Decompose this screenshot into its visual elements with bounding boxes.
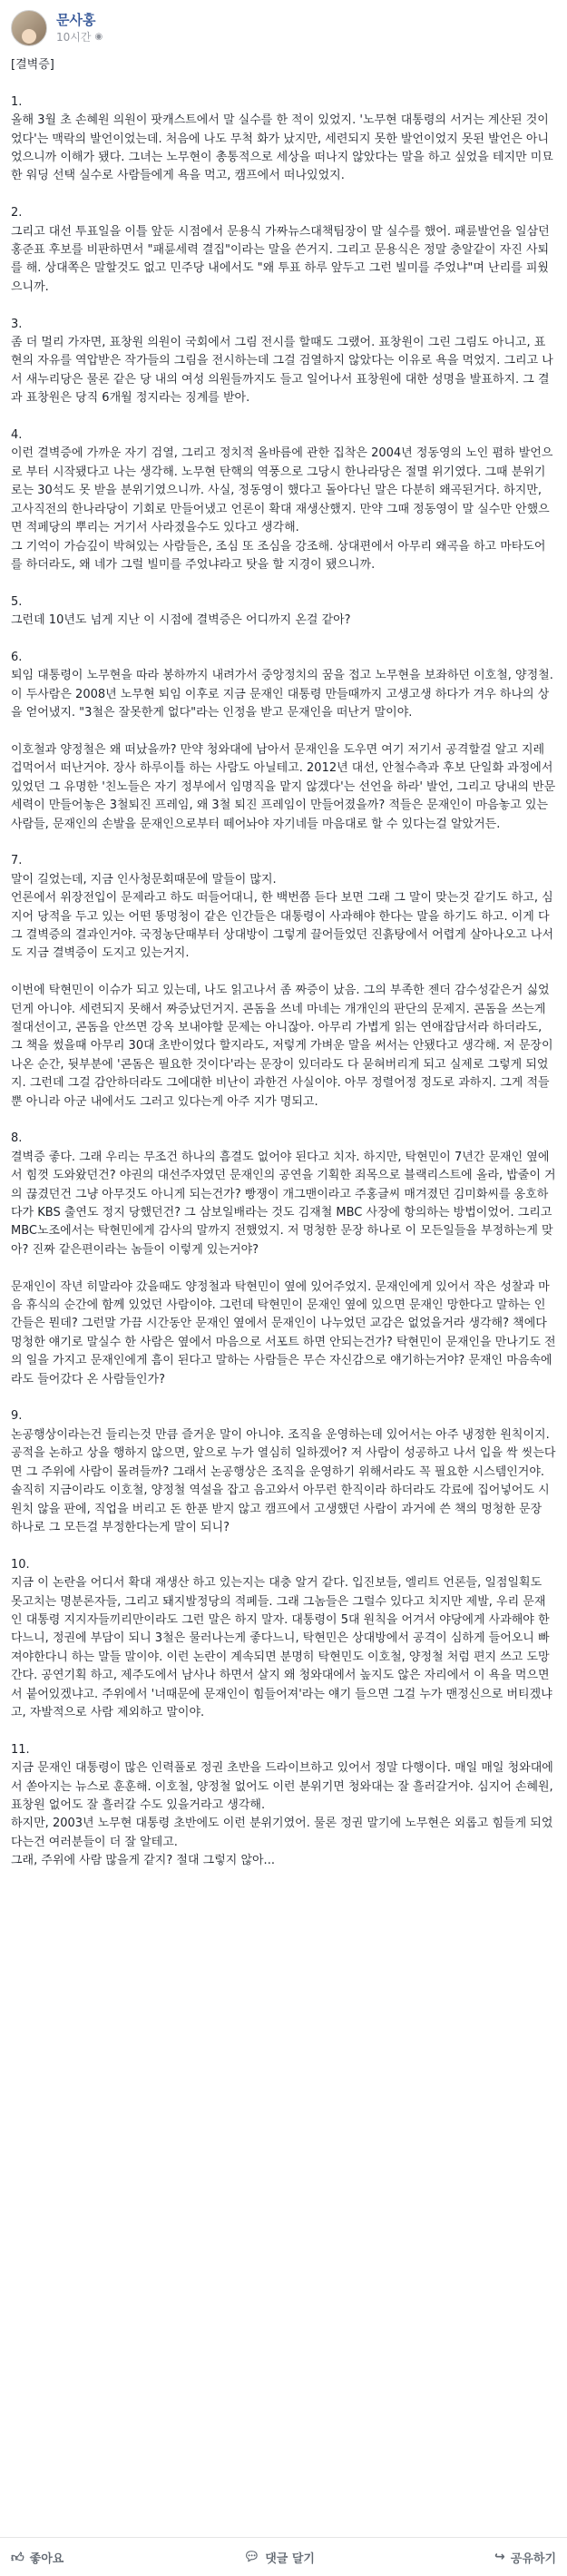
- paragraph-gap: [11, 1389, 556, 1407]
- post-paragraph: 3. 좀 더 멀리 가자면, 표창원 의원이 국회에서 그림 전시를 할때도 그랬어. 표창원이 그린 그림도 아니고, 표현의 자유를 역압받은 작가들의 그림을 전시하는데 그걸 검열하지 않았다는 이유로 욕을 먹었지. 그리고 나서 새누리당은 물론 같은 당 내의 여성 의원들까지도 들고 일어나서 표창원에 대한 성명을 발표하지. 그 결과 표창원은 당직 6개월 정지라는 징계를 받아.: [11, 317, 553, 406]
- post-actions-bar: [0, 2537, 567, 2576]
- post-paragraph: 이호철과 양정철은 왜 떠났을까? 만약 청와대에 남아서 문재인을 도우면 여기 저기서 공격할걸 알고 지레 겁먹어서 떠난거야. 장사 하루이틀 하는 사람도 아닐테고. 2012년 대선, 안철수측과 후보 단일화 과정에서 있었던 그 유명한 '친노들은 자기 정부에서 임명직을 맡지 않겠다'는 선언을 하라' 발언, 그리고 당내의 반문 세력이 만들어놓은 3철퇴진 프레임, 왜 3철 퇴진 프레임이 만들어졌을까? 적들은 문재인이 마음놓고 있는 사람들, 문재인의 손발을 문재인으로부터 떼어놔야 자기네들 마음대로 할 수 있다는걸 알았거든.: [11, 742, 560, 831]
- post-paragraph: 11. 지금 문재인 대통령이 많은 인력풀로 정권 초반을 드라이브하고 있어서 정말 다행이다. 매일 매일 청와대에서 쏟아지는 뉴스로 훈훈해. 이호철, 양정철 없어도 이런 분위기면 청와대는 잘 흘러갈거야. 심지어 손혜원, 표창원 없어도 잘 흘러갈 수도 있을거라고 생각해. 하지만, 2003년 노무현 대통령 초반에도 이런 분위기였어. 물론 정권 말기에 노무현은 외롭고 힘들게 되었다는건 여러분들이 더 잘 알테고. 그래, 주위에 사람 많을게 같지? 절대 그렇지 않아...: [11, 1742, 553, 1868]
- post-time[interactable]: 10시간: [56, 31, 92, 44]
- post-paragraph: 2. 그리고 대선 투표일을 이틀 앞둔 시점에서 문용식 가짜뉴스대책팀장이 말 실수를 했어. 패륜발언을 일삼던 홍준표 후보를 비판하면서 "패륜세력 결집"이라는 말을 쓴거지. 그리고 문용식은 정말 충알같이 자진 사퇴를 해. 상대쪽은 말할것도 없고 민주당 내에서도 "왜 투표 하루 앞두고 그런 빌미를 주었냐"며 난리를 피웠으니까.: [11, 206, 550, 294]
- post-paragraph: 6. 퇴임 대통령이 노무현을 따라 봉하까지 내려가서 중앙정치의 꿈을 접고 노무현을 보좌하던 이호철, 양정철. 이 두사람은 2008년 노무현 퇴임 이후로 지금 문재인 대통령 만들때까지 고생고생 하다가 겨우 하나의 상을 얻어냈지. "3철은 잘못한게 없다"라는 인정을 받고 문재인을 떠난거 말이야.: [11, 650, 553, 720]
- post-paragraph: 1. 올해 3월 초 손혜원 의원이 팟캐스트에서 말 실수를 한 적이 있었지. '노무현 대통령의 서거는 계산된 것이었다'는 맥락의 발언이었는데. 처음에 나도 무척 화가 났지만, 세련되지 못한 발언이었지 못된 발언은 아니었으니까 이해가 됐다. 그녀는 노무현이 총통적으로 세상을 떠나지 않았다는 말을 하고 싶었을 테지만 미묘한 워딩 선택 실수로 사람들에게 욕을 먹고, 캠프에서 떠나있었지.: [11, 94, 553, 183]
- paragraph-gap: [11, 1259, 556, 1278]
- paragraph-gap: [11, 1537, 556, 1555]
- post-paragraph: 7. 말이 길었는데, 지금 인사청문회때문에 말들이 많지. 언론에서 위장전입이 문제라고 하도 떠들어대니, 한 백번쯤 듣다 보면 그래 그 말이 맞는것 같기도 하고, 심지어 당적을 두고 있는 어떤 똥멍청이 같은 인간들은 대통령이 사과해야 한다는 말을 하기도 하고. 이게 다 그 결벽증의 결과인거야. 국정농단때부터 상대방이 그렇게 끌어들었던 진흙탕에서 어렵게 살아나오고 나서도 지금 결벽증이 도지고 있는거지.: [11, 854, 554, 961]
- like-button[interactable]: [11, 2549, 64, 2566]
- paragraph-gap: [11, 297, 556, 315]
- comment-icon: 💬︎: [243, 2550, 260, 2564]
- post-meta: [56, 12, 103, 44]
- paragraph-gap: [11, 964, 556, 982]
- paragraph-gap: [11, 723, 556, 741]
- paragraph-gap: [11, 186, 556, 204]
- post-paragraph: 9. 논공행상이라는건 들리는것 만큼 즐거운 말이 아니야. 조직을 운영하는데 있어서는 아주 냉정한 원칙이지. 공적을 논하고 상을 행하지 않으면, 앞으로 누가 열심히 일하겠어? 저 사람이 성공하고 나서 입을 싹 씻는다면 그 주위에 사람이 몰려들까? 그래서 논공행상은 조직을 운영하기 위해서라도 꼭 필요한 시스템인거야. 솔직히 지금이라도 이호철, 양정철 역설을 잡고 음고와서 아무런 한직이라 하더라도 각료에 집어넣어도 시원치 않을 판에, 직업을 버리고 돈 한푼 받지 않고 캠프에서 고생했던 사람이 과거에 쓴 책의 멍청한 문장 하나로 그 모든걸 부정한다는게 말이 되니?: [11, 1409, 556, 1534]
- post-body: [0, 53, 567, 1871]
- post-paragraph: [결벽증]: [11, 58, 54, 72]
- post-paragraph: 5. 그런데 10년도 넘게 지난 이 시점에 결벽증은 어디까지 온걸 같아?: [11, 594, 351, 628]
- timestamp-row: [56, 30, 103, 44]
- paragraph-gap: [11, 408, 556, 426]
- comment-label: 댓글 달기: [265, 2552, 315, 2566]
- post-paragraph: 4. 이런 결벽증에 가까운 자기 검열, 그리고 정치적 올바름에 관한 집착은 2004년 정동영의 노인 폄하 발언으로 부터 시작됐다고 나는 생각해. 노무현 탄핵의 역풍으로 그당시 한나라당은 절멸 위기였다. 그때 분위기로는 30석도 못 받을 분위기였으니까. 사실, 정동영이 했다고 돌아다닌 말은 다분히 왜곡된거다. 하지만, 고사직전의 한나라당이 기회로 만들어냈고 언론이 확대 재생산했지. 만약 그때 정동영이 말 실수만 안했으면 적페당의 뿌리는 거기서 사라졌을수도 있다고 생각해. 그 기억이 가슴깊이 박혀있는 사람들은, 조심 또 조심을 강조해. 상대편에서 아무리 왜곡을 하고 마타도어를 하더라도, 왜 네가 그럴 빌미를 주었냐라고 탓을 할 지경이 됐으니까.: [11, 428, 553, 572]
- share-button[interactable]: [494, 2549, 556, 2566]
- paragraph-gap: [11, 1112, 556, 1130]
- post-header: [0, 0, 567, 53]
- paragraph-gap: [11, 574, 556, 593]
- paragraph-gap: [11, 834, 556, 852]
- post-paragraph: 8. 결벽증 좋다. 그래 우리는 무조건 하나의 흠결도 없어야 된다고 치자. 하지만, 탁현민이 7년간 문재인 옆에서 힘껏 도와왔던건? 야권의 대선주자였던 문재인의 공연을 기획한 죄목으로 블랙리스트에 올라, 밥줄이 거의 끊겼던건 그냥 아무것도 아니게 되는건가? 빵쟁이 개그맨이라고 주홍글씨 매겨졌던 김미화씨를 옹호하다가 KBS 출연도 정지 당했던건? 그 삼보일배라는 것도 김재철 MBC 사장에 항의하는 방법이었어. 그리고 MBC노조에서는 탁현민에게 감사의 말까지 전했었지. 저 멍청한 문장 하나로 이 모든일들을 부정하는게 맞아? 진짜 같은편이라는 놈들이 이렇게 있는거야?: [11, 1131, 556, 1257]
- post-paragraph: 10. 지금 이 논란을 어디서 확대 재생산 하고 있는지는 대충 알거 같다. 입진보들, 엘리트 언론들, 일점일획도 못고치는 명분론자들, 그리고 돼지발정당의 적폐들. 그래 그놈들은 그럴수 있다고 치지만 제발, 우리 문재인 대통령 지지자들끼리만이라도 그런 말은 하지 말자. 대통령이 5대 원칙을 어겨서 야당에게 사과해야 한다느니, 정권에 부담이 되니 3철은 물러나는게 좋다느니, 탁현민은 상대방에서 공격이 심하게 들어오니 빠져야한다니 하는 말들 말이야. 이런 논란이 계속되면 분명히 탁현민도 이호철, 양정철 처럼 편지 쓰고 도망간다. 공연기획 하고, 제주도에서 남사나 하면서 살지 왜 청와대에서 높지도 않은 자리에서 이 욕을 먹으면서 붙어있겠냐고. 주위에서 '너때문에 문재인이 힘들어져'라는 얘기 들으면 그걸 누가 맨정신으로 버티겠냐고, 자발적으로 사람 제외하고 말이야.: [11, 1557, 552, 1719]
- author-name[interactable]: 문사홍: [56, 12, 96, 28]
- post-paragraph: 이번에 탁현민이 이슈가 되고 있는데, 나도 읽고나서 좀 짜증이 났음. 그의 부족한 젠더 감수성같은거 싫었던게 아니야. 세련되지 못해서 짜증났던거지. 콘돔을 쓰네 마네는 개개인의 판단의 문제지. 콘돔을 쓰는게 절대선이고, 콘돔을 안쓰면 강옥 보내야할 문제는 아니잖아. 아무리 가볍게 읽는 연애잡담서라 하더라도, 그 책을 썼을때 아무리 30대 초반이었다 할지라도, 저렇게 가벼운 말을 써서는 안됐다고 생각해. 저 문장이 나온 순간, 뒷부분에 '콘돔은 필요한 것이다'라는 문장이 있더라도 다 묻혀버리게 되고 실제로 그렇게 되었지. 그런데 그걸 감안하더라도 그에대한 비난이 과한건 사실이야. 아무 정렬어정 정도로 과하지. 그게 적들 뿐 아니라 아군 내에서도 그러고 있다는게 아주 지가 명되고.: [11, 984, 557, 1109]
- post-paragraph: 문재인이 작년 히말라야 갔을때도 양정철과 탁현민이 옆에 있어주었지. 문재인에게 있어서 작은 성찰과 마음 휴식의 순간에 함께 있었던 사람이야. 그런데 탁현민이 문재인 옆에 있으면 문재인 망한다고 말하는 인간들은 뭔데? 그런말 가끔 시간동안 문재인 옆에서 문재인이 나누었던 교감은 없었을거라 생각해? 책에다 멍청한 얘기로 말실수 한 사람은 옆에서 마음으로 서포트 하면 안되는건가? 탁현민이 문재인을 만나기도 전의 일을 가지고 문재인에게 흠이 된다고 말하는 사람들은 무슨 자신감으로 얘기하는거야? 문재인 마음속에라도 들어갔다 온 사람들인가?: [11, 1279, 556, 1386]
- paragraph-gap: [11, 631, 556, 649]
- globe-icon: ◉: [94, 32, 103, 42]
- paragraph-gap: [11, 74, 556, 93]
- paragraph-gap: [11, 1722, 556, 1740]
- comment-button[interactable]: [243, 2549, 315, 2566]
- share-icon: ↪: [494, 2550, 505, 2564]
- avatar-face-icon: [22, 29, 36, 44]
- like-label: 좋아요: [29, 2552, 64, 2566]
- share-label: 공유하기: [510, 2552, 556, 2566]
- avatar[interactable]: [11, 10, 47, 46]
- thumbs-up-icon: 👍︎: [11, 2550, 24, 2565]
